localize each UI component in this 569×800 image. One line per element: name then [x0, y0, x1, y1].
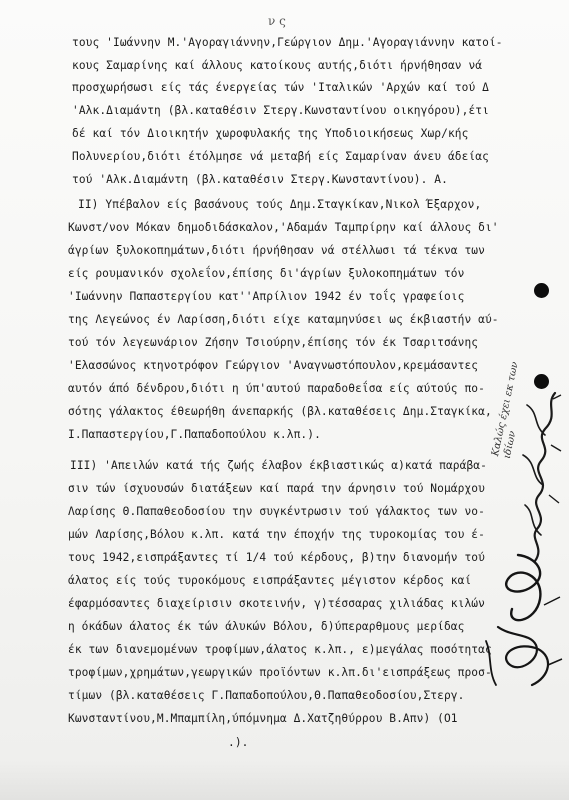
text-line: Ι.Παπαστεργίου,Γ.Παπαδοπούλου κ.λπ.). — [68, 428, 321, 441]
text-line: κους Σαμαρίνης καί άλλους κατοίκους αυτής,διότι ήρνήθησαν νά — [72, 59, 483, 72]
handwritten-signature-bottom — [478, 545, 566, 695]
text-line: προσχωρήσωσι είς τάς ένεργείας τών 'Ιταλικών 'Αρχών καί τού Δ — [72, 81, 489, 94]
text-line: αυτόν άπό δένδρου,διότι η ύπ'αυτού παραδοθεΐσα είς αύτούς πο- — [68, 382, 485, 395]
text-line: δέ καί τόν Διοικητήν χωροφυλακής της Υποδιοικήσεως Χωρ/κής — [72, 127, 469, 140]
text-line: τίμων (βλ.καταθέσεις Γ.Παπαδοπούλου,Θ.Παπαθεοδοσίου,Στεργ. — [68, 689, 465, 702]
page-bottom-shadow — [0, 760, 569, 800]
text-line: σότης γάλακτος έθεωρήθη άνεπαρκής (βλ.καταθέσεις Δημ.Σταγκίκα, — [68, 405, 492, 418]
text-line: 'Ελασσώνος κτηνοτρόφον Γεώργιον 'Αναγνωστόπουλον,κρεμάσαντες — [68, 359, 479, 372]
text-line: 'Ιωάννην Παπαστεργίου κατ''Απρίλιον 1942 έν τοΐς γραφείοις — [68, 290, 465, 303]
text-line: άλατος είς τούς τυροκόμους εισπράξαντες μέγιστον κέρδος καί — [68, 574, 472, 587]
text-line: τροφίμων,χρημάτων,γεωργικών προϊόντων κ.λπ.δι'εισπράξεως προσ- — [68, 666, 492, 679]
text-line: τους 'Ιωάννην Μ.'Αγοραγιάννην,Γεώργιον Δημ.'Αγοραγιάννην κατοί- — [72, 36, 503, 49]
text-line: τους 1942,εισπράξαντες τί 1/4 τού κέρδους, β)την διανομήν τού — [68, 551, 485, 564]
text-line: άγρίων ξυλοκοπημάτων,διότι ήρνήθησαν νά στέλλωσι τά τέκνα των — [68, 244, 485, 257]
text-line: έκ των διανεμομένων τροφίμων,άλατος κ.λπ., ε)μεγάλας ποσότητας — [68, 643, 492, 656]
text-line: είς ρουμανικόν σχολεΐον,έπίσης δι'άγρίων ξυλοκοπημάτων τόν — [68, 267, 465, 280]
punch-hole — [534, 283, 549, 298]
text-line: Κωνσταντίνου,Μ.Μπαμπίλη,ύπόμνημα Δ.Χατζηθύρρου Β.Απν) (Ο1 — [68, 712, 458, 725]
text-line: 'Αλκ.Διαμάντη (βλ.καταθέσιν Στεργ.Κωνσταντίνου οικηγόρου),έτι — [72, 104, 489, 117]
text-line: μών Λαρίσης,Βόλου κ.λπ. κατά την έποχήν της τυροκομίας του έ- — [68, 528, 485, 541]
text-line: η όκάδων άλατος έκ τών άλυκών Βόλου, δ)ύπεραρθμους μερίδας — [68, 620, 465, 633]
text-line: Λαρίσης Θ.Παπαθεοδοσίου την συγκέντρωσιν τού γάλακτος των νο- — [68, 505, 485, 518]
text-line: ΙΙ) Υπέβαλον είς βασάνους τούς Δημ.Σταγκίκαν,Νικολ Έξαρχον, — [78, 198, 482, 211]
text-line: .). — [228, 736, 249, 749]
text-line: Πολυνερίου,διότι έτόλμησε νά μεταβή είς Σαμαρίναν άνευ άδείας — [72, 150, 489, 163]
page-number-mark: ν ς — [268, 14, 286, 28]
text-line: ΙΙΙ) 'Απειλών κατά τής ζωής έλαβον έκβιαστικώς α)κατά παράβα- — [70, 459, 487, 472]
text-line: σιν τών ίσχυουσών διατάξεων καί παρά την άρνησιν τού Νομάρχου — [68, 482, 485, 495]
text-line: της Λεγεώνος έν Λαρίσση,διότι είχε καταμηνύσει ως έκβιαστήν αύ- — [68, 313, 499, 326]
text-line: τού 'Αλκ.Διαμάντη (βλ.καταθέσιν Στεργ.Κωνσταντίνου). Α. — [72, 173, 448, 186]
text-line: έφαρμόσαντες διαχείρισιν σκοτεινήν, γ)τέσσαρας χιλιάδας κιλών — [68, 597, 485, 610]
text-line: τού τόν λεγεωνάριον Ζήσην Τσιούρην,έπίσης τόν έκ Τσαριτσάνης — [68, 336, 479, 349]
text-line: Κωνστ/νον Μόκαν δημοδιδάσκαλον,'Αδαμάν Ταμπρίρην καί άλλους δι' — [68, 221, 499, 234]
margin-handwritten-note: Καλώς έχει εκ των ιδίων — [490, 360, 521, 460]
